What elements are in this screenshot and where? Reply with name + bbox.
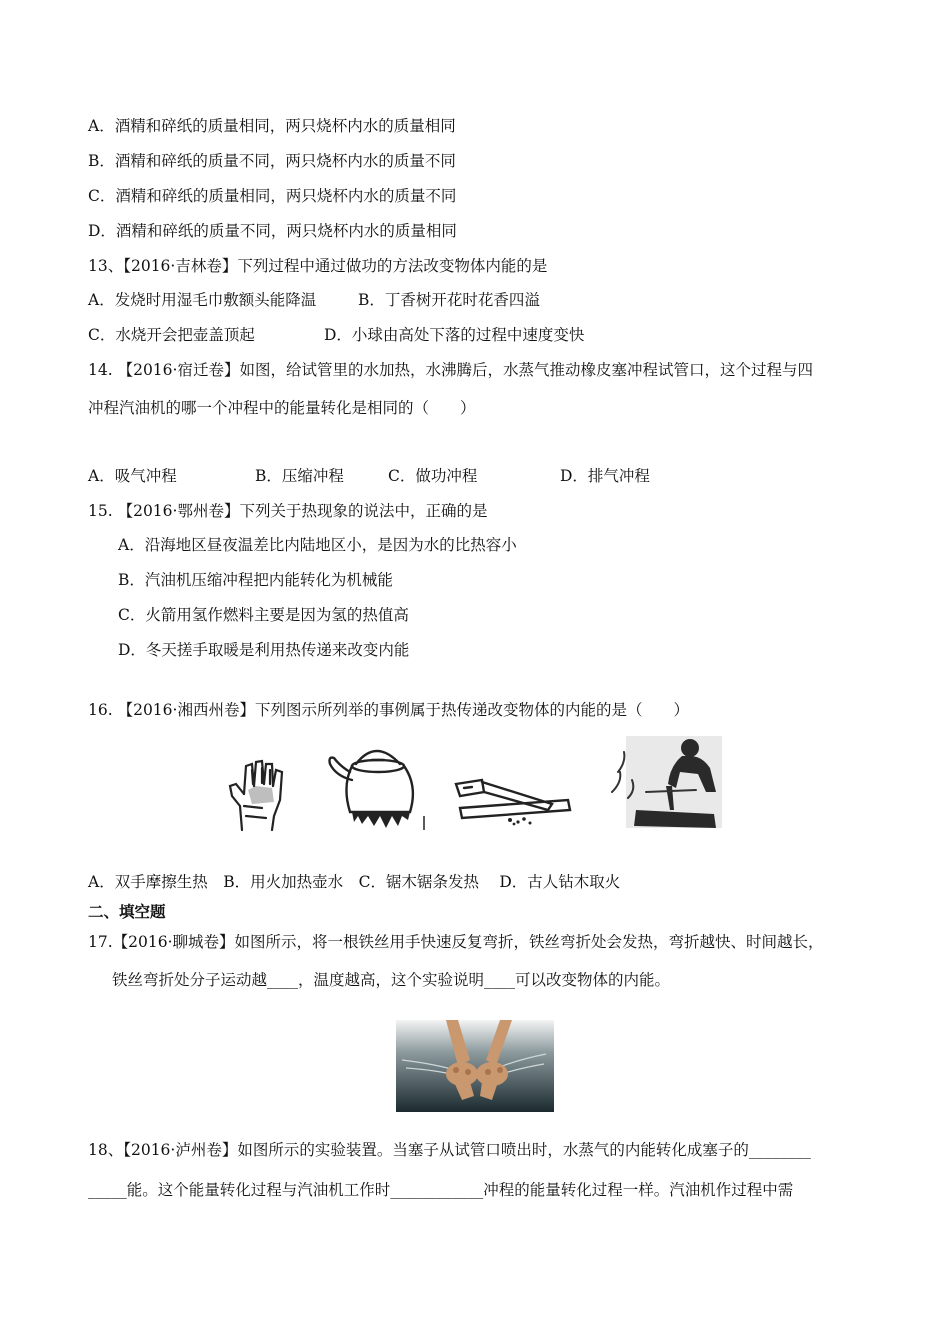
q13-option-d: D．小球由高处下落的过程中速度变快: [324, 326, 585, 344]
q17-stem-line2: 铁丝弯折处分子运动越____，温度越高，这个实验说明____可以改变物体的内能。: [112, 971, 671, 989]
q14-option-c: C．做功冲程: [388, 467, 478, 485]
q13-option-a: A．发烧时用湿毛巾敷额头能降温: [88, 291, 317, 309]
q14-option-d: D．排气冲程: [560, 467, 650, 485]
q12-option-a: A．酒精和碎纸的质量相同，两只烧杯内水的质量相同: [88, 117, 456, 135]
q14-stem-line1: 14. 【2016·宿迁卷】如图，给试管里的水加热，水沸腾后，水蒸气推动橡皮塞冲程试管口，这个过程与四: [88, 361, 813, 379]
rubbing-hands-figure: [222, 756, 294, 834]
q18-stem-line1: 18、【2016·泸州卷】如图所示的实验装置。当塞子从试管口喷出时，水蒸气的内能转化成塞子的________: [88, 1141, 811, 1159]
q16-options: A．双手摩擦生热 B．用火加热壶水 C．锯木锯条发热 D．古人钻木取火: [88, 873, 621, 891]
section-title: 二、填空题: [88, 902, 166, 921]
q15-option-c: C．火箭用氢作燃料主要是因为氢的热值高: [118, 606, 409, 624]
q15-stem: 15. 【2016·鄂州卷】下列关于热现象的说法中，正确的是: [88, 502, 488, 520]
q13-stem: 13、【2016·吉林卷】下列过程中通过做功的方法改变物体内能的是: [88, 257, 548, 275]
kettle-figure: [326, 736, 426, 834]
q15-option-d: D．冬天搓手取暖是利用热传递来改变内能: [118, 641, 410, 659]
q15-option-a: A．沿海地区昼夜温差比内陆地区小，是因为水的比热容小: [118, 536, 517, 554]
q18-stem-line2: _____能。这个能量转化过程与汽油机工作时____________冲程的能量转化过程一样。汽油机作过程中需: [88, 1181, 794, 1199]
q12-option-d: D．酒精和碎纸的质量不同，两只烧杯内水的质量相同: [88, 222, 457, 240]
q17-stem-line1: 17.【2016·聊城卷】如图所示，将一根铁丝用手快速反复弯折，铁丝弯折处会发热，弯折越快、时间越长，: [88, 933, 824, 951]
q14-option-a: A．吸气冲程: [88, 467, 177, 485]
q12-option-c: C．酒精和碎纸的质量相同，两只烧杯内水的质量不同: [88, 187, 457, 205]
drilling-wood-fire-figure: [606, 732, 724, 836]
q16-stem: 16. 【2016·湘西州卷】下列图示所列举的事例属于热传递改变物体的内能的是（ ）: [88, 701, 689, 719]
q14-stem-line2: 冲程汽油机的哪一个冲程中的能量转化是相同的（ ）: [88, 399, 476, 417]
q13-option-c: C．水烧开会把壶盖顶起: [88, 326, 255, 344]
q13-option-b: B．丁香树开花时花香四溢: [358, 291, 540, 309]
bending-wire-photo: [396, 1020, 554, 1112]
saw-wood-figure: [452, 770, 572, 828]
q15-option-b: B．汽油机压缩冲程把内能转化为机械能: [118, 571, 393, 589]
q14-option-b: B．压缩冲程: [255, 467, 344, 485]
q12-option-b: B．酒精和碎纸的质量不同，两只烧杯内水的质量不同: [88, 152, 456, 170]
